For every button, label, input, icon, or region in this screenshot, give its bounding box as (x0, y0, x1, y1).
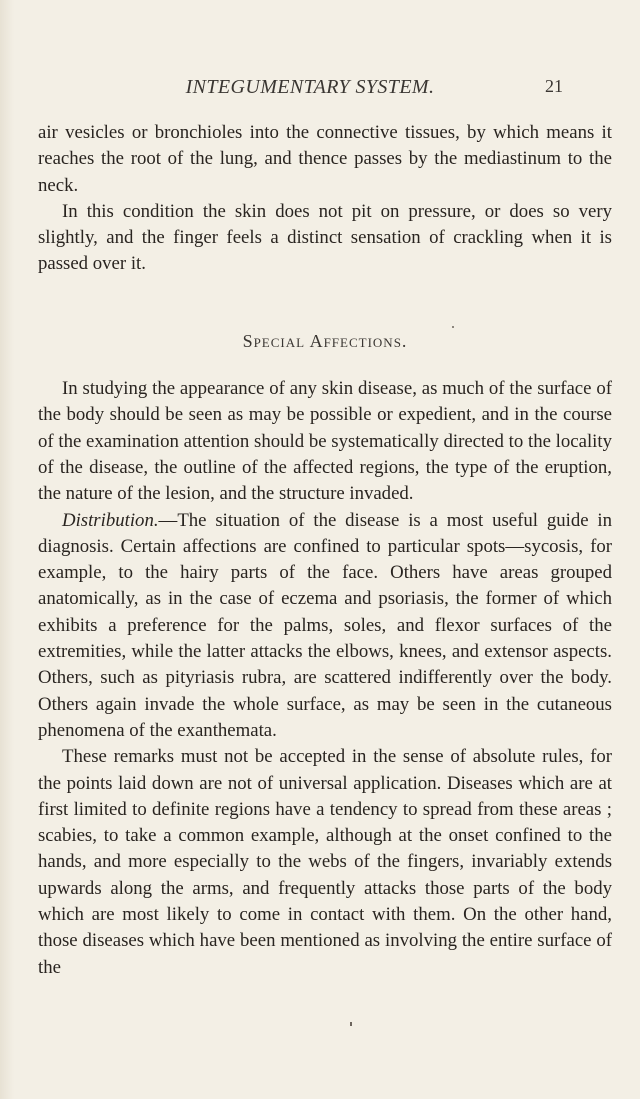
paragraph-condition: In this condition the skin does not pit on pressure, or does so very slightly, and the finger feels a distinct sensation of crackling when it is passed over it. (38, 200, 612, 275)
distribution-body: —The situation of the disease is a most useful guide in diagnosis. Certain affections are confined to particular spots—sycosis, for example, to the hairy parts of the face. Others have areas grouped anatomically, as in the case of eczema and psoriasis, the former of which exhibits a preference for the palms, soles, and flexor surfaces of the extremities, while the latter attacks the elbows, knees, and extensor aspects. Others, such as pityriasis rubra, are scattered indifferently over the body. Others again invade the whole surface, as may be seen in the cutaneous phenomena of the exanthemata. (38, 509, 612, 741)
paragraph-distribution (38, 508, 612, 745)
paragraph-studying: In studying the appearance of any skin disease, as much of the surface of the body should be seen as may be possible or expedient, and in the course of the examination attention should be systematically directed to the locality of the disease, the outline of the affected regions, the type of the eruption, the nature of the lesion, and the structure invaded. (38, 378, 612, 505)
distribution-lead: Distribution. (62, 509, 159, 531)
page-number: 21 (545, 76, 563, 96)
paragraph-remarks: These remarks must not be accepted in the sense of absolute rules, for the points laid down are not of universal application. Diseases which are at first limited to definite regions have a tendency to spread from these areas ; scabies, to take a common example, although at the onset confined to the hands, and more especially to the webs of the fingers, invariably extends upwards along the arms, and frequently attacks those parts of the body which are most likely to come in contact with them. On the other hand, those diseases which have been mentioned as involving the entire surface of the (38, 746, 612, 978)
paragraph-continuation: air vesicles or bronchioles into the connective tissues, by which means it reaches the root of the lung, and thence passes by the mediastinum to the neck. (38, 122, 612, 196)
print-mark (350, 1022, 352, 1026)
page-edge-shadow (0, 0, 14, 1099)
page-header (0, 76, 640, 108)
section-heading: Special Affections. (242, 330, 408, 351)
page-text (38, 120, 612, 981)
running-head: INTEGUMENTARY SYSTEM. (185, 76, 435, 98)
